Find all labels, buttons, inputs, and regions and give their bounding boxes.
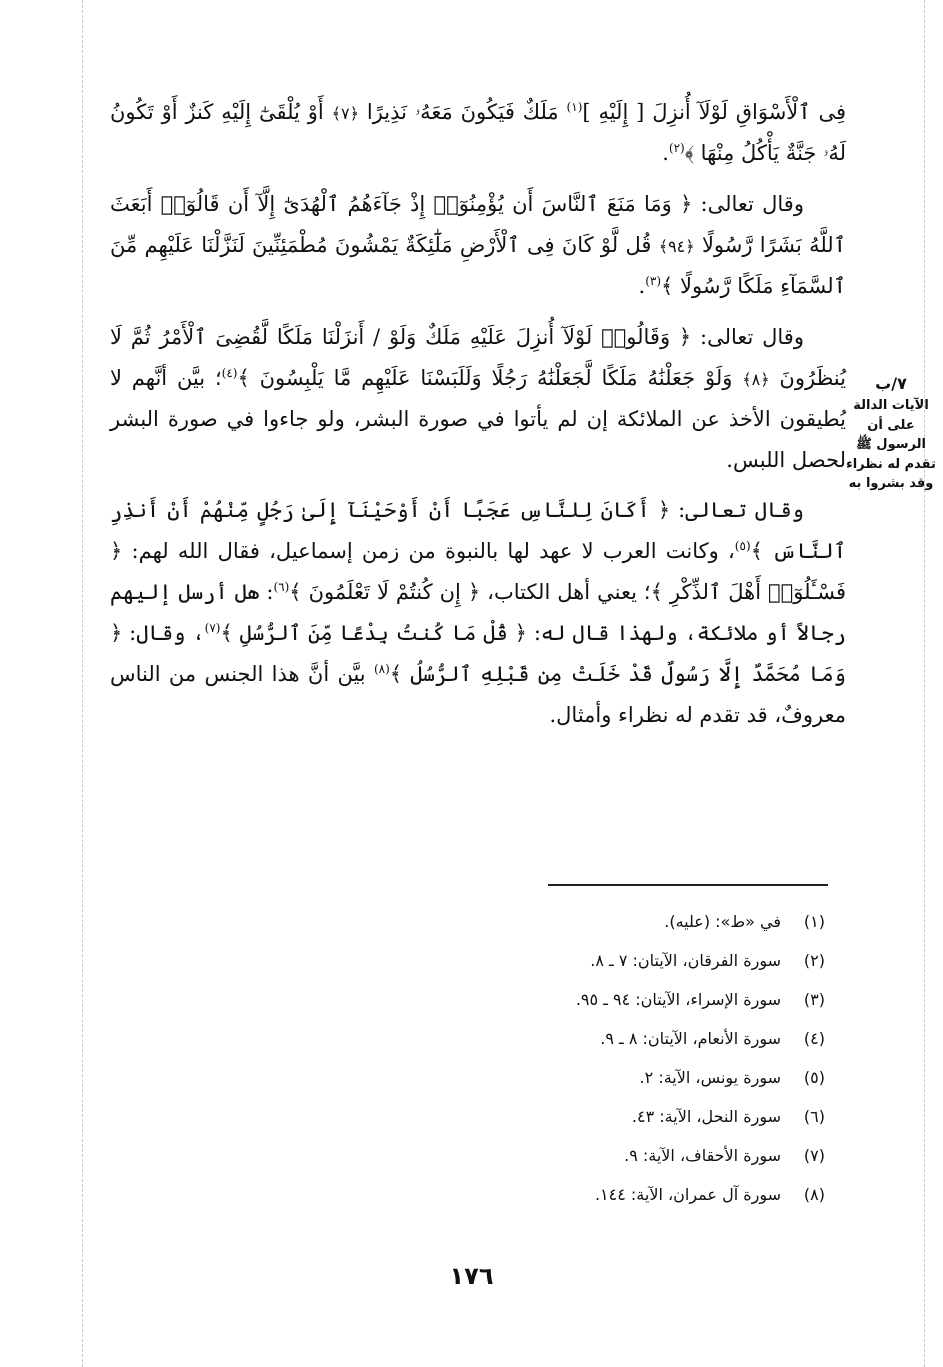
footnote-number: (٥) (803, 1068, 825, 1087)
paragraph-1 (110, 92, 846, 174)
main-text (110, 92, 846, 736)
footnote-marker[interactable]: (٥) (734, 539, 751, 554)
footnote-text: سورة الإسراء، الآيتان: ٩٤ ـ ٩٥. (575, 990, 781, 1009)
commentary-text: ؛ بيَّن أنَّهم لا يُطيقون الأخذ عن الملائكة إن لم يأتوا في صورة البشر، ولو جاءوا في صورة البشر لحصل اللبس. (110, 365, 846, 472)
quran-verse-text: قُل لَّوْ كَانَ فِى ٱلْأَرْضِ مَلَٰٓئِكَةٌ يَمْشُونَ مُطْمَئِنِّينَ لَنَزَّلْنَا عَلَيْهِم مِّنَ ٱلسَّمَآءِ مَلَكًا رَّسُولًا ﴾ (110, 232, 846, 298)
scan-edge-right (924, 0, 925, 1367)
footnote-marker[interactable]: (٢) (668, 140, 685, 155)
footnote-item (425, 1185, 825, 1224)
footnote-marker[interactable]: (٨) (373, 662, 390, 677)
footnote-item (425, 1029, 825, 1068)
footnote-text: سورة الأنعام، الآيتان: ٨ ـ ٩. (600, 1029, 781, 1048)
commentary-text: ، وكانت العرب لا عهد لها بالنبوة من زمن إسماعيل، فقال الله لهم: ﴿ فَسْـَٔلُوٓا۟ أَهْلَ ٱلذِّكْرِ ﴾؛ يعني أهل الكتاب، ﴿ إِن كُنتُمْ لَا تَعْلَمُونَ ﴾ (110, 539, 846, 605)
footnote-marker[interactable]: (٧) (204, 621, 221, 636)
footnote-item (425, 1107, 825, 1146)
footnote-marker[interactable]: (٣) (645, 273, 662, 288)
quran-verse-text: أَوْ يُلْقَىٰٓ إِلَيْهِ كَنزٌ أَوْ تَكُونُ لَهُۥ جَنَّةٌ يَأْكُلُ مِنْهَا ﴾ (110, 100, 846, 165)
margin-note (845, 372, 937, 494)
footnote-item (425, 990, 825, 1029)
footnote-marker[interactable]: (١) (566, 100, 583, 114)
footnote-item (425, 1068, 825, 1107)
ayah-number-marker: ﴿٧﴾ (331, 104, 359, 123)
quran-verse-text: فِى ٱلْأَسْوَاقِ لَوْلَآ أُنزِلَ [ إِلَيْهِ ] (582, 100, 846, 124)
quran-verse-text: وَلَوْ جَعَلْنَٰهُ مَلَكًا لَّجَعَلْنَٰهُ رَجُلًا وَلَلَبَسْنَا عَلَيْهِم مَّا يَلْبِسُونَ ﴾ (237, 365, 733, 390)
paragraph-3 (110, 317, 846, 481)
commentary-text: : هل أرسل إليهم رجالاً أو ملائكة، ولهذا قال له: ﴿ قُلْ مَا كُنتُ بِدْعًا مِّنَ ٱلرُّسُلِ ﴾ (110, 580, 846, 646)
quran-verse-text: مَلَكٌ فَيَكُونَ مَعَهُۥ نَذِيرًا (366, 100, 559, 124)
footnotes (425, 912, 825, 1224)
footnote-number: (١) (803, 912, 825, 931)
footnote-text: سورة يونس، الآية: ٢. (639, 1068, 781, 1087)
footnote-separator (548, 884, 828, 886)
quran-verse-text: وقال تعالى: ﴿ وَقَالُوا۟ لَوْلَآ أُنزِلَ عَلَيْهِ مَلَكٌ وَلَوْ / أَنزَلْنَا مَلَكًا لَّقُضِىَ ٱلْأَمْرُ ثُمَّ لَا يُنظَرُونَ (110, 324, 846, 390)
margin-heading: الآيات الدالة على أن الرسول ﷺ تقدم له نظراء وقد بشروا به (846, 398, 936, 491)
footnote-number: (٦) (803, 1107, 825, 1126)
footnote-marker[interactable]: (٤) (221, 365, 238, 380)
manuscript-folio-marker: ٧/ب (875, 374, 907, 393)
footnote-item (425, 951, 825, 990)
footnote-text: في «ط»: (عليه). (664, 912, 781, 931)
scan-edge-left (82, 0, 83, 1367)
footnote-number: (٣) (803, 990, 825, 1009)
quran-verse-text: وقال تعالى: ﴿ أَكَانَ لِلنَّاسِ عَجَبًا أَنْ أَوْحَيْنَآ إِلَىٰ رَجُلٍ مِّنْهُمْ أَنْ أَنذِرِ ٱلنَّاسَ ﴾ (110, 498, 846, 564)
page-body (110, 92, 846, 746)
footnote-text: سورة الأحقاف، الآية: ٩. (624, 1146, 781, 1165)
footnote-number: (٧) (803, 1146, 825, 1165)
commentary-text: بيَّن أنَّ هذا الجنس من الناس معروفٌ، قد تقدم له نظراء وأمثال. (110, 662, 846, 728)
footnote-text: سورة النحل، الآية: ٤٣. (631, 1107, 781, 1126)
commentary-text: ، وقال: ﴿ وَمَا مُحَمَّدٌ إِلَّا رَسُولٌ قَدْ خَلَتْ مِن قَبْلِهِ ٱلرُّسُلُ ﴾ (110, 621, 846, 687)
footnote-number: (٢) (803, 951, 825, 970)
ayah-number-marker: ﴿٨﴾ (742, 369, 770, 389)
footnote-text: سورة الفرقان، الآيتان: ٧ ـ ٨. (590, 951, 781, 970)
punctuation: . (662, 140, 669, 165)
footnote-item (425, 912, 825, 951)
quran-verse-text: وقال تعالى: ﴿ وَمَا مَنَعَ ٱلنَّاسَ أَن يُؤْمِنُوٓا۟ إِذْ جَآءَهُمُ ٱلْهُدَىٰٓ إِلَّآ أَن قَالُوٓا۟ أَبَعَثَ ٱللَّهُ بَشَرًا رَّسُولًا (110, 191, 846, 257)
footnote-number: (٨) (803, 1185, 825, 1204)
footnote-text: سورة آل عمران، الآية: ١٤٤. (594, 1185, 781, 1204)
page-number: ١٧٦ (449, 1262, 494, 1290)
paragraph-2 (110, 184, 846, 307)
paragraph-4 (110, 490, 846, 736)
footnote-marker[interactable]: (٦) (273, 580, 290, 595)
footnote-item (425, 1146, 825, 1185)
footnote-number: (٤) (803, 1029, 825, 1048)
punctuation: . (638, 273, 646, 298)
ayah-number-marker: ﴿٩٤﴾ (658, 236, 695, 256)
